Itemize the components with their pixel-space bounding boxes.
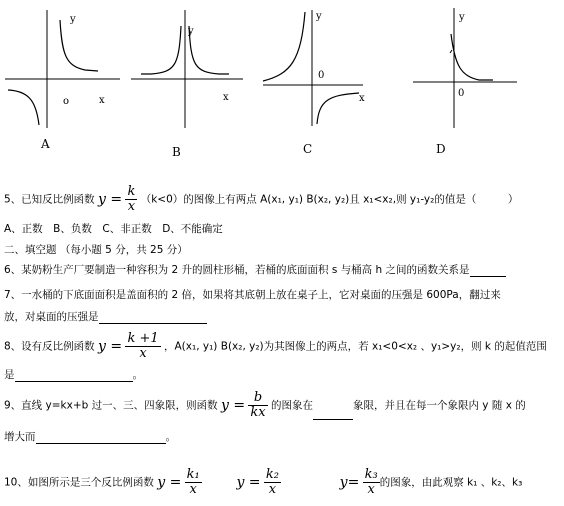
graph-c-label: C <box>303 142 313 156</box>
section-2-heading: 二、填空题 （每小题 5 分，共 25 分） <box>4 244 188 256</box>
q6-text: 6、某奶粉生产厂要制造一种容积为 2 升的圆柱形桶，若桶的底面面积 s 与桶高 h 之间的函数关系是 <box>4 264 470 276</box>
graph-d-y-label: y <box>459 12 465 23</box>
q5-numerator: k <box>127 184 136 199</box>
graph-b-x-label: x <box>223 92 229 103</box>
question-7-line-1: 7、一水桶的下底面面积是盖面积的 2 倍，如果将其底朝上放在桌子上，它对桌面的压强是 600Pa，翻过来 <box>4 289 501 301</box>
q10-f1-y-equals: y = <box>157 474 182 491</box>
q10-f3-denominator: x <box>367 482 375 497</box>
q8-line2-text: 是 <box>4 369 15 381</box>
q5-fraction <box>125 185 137 214</box>
q8-answer-blank[interactable] <box>15 369 133 382</box>
q7-answer-blank[interactable] <box>99 311 207 324</box>
q5-y-equals: y = <box>98 191 123 208</box>
q10-f2-numerator: k₂ <box>265 467 279 482</box>
graph-a-y-label: y <box>70 14 76 25</box>
graph-a-label: A <box>41 137 50 151</box>
q9-fraction <box>248 391 267 420</box>
q9-y-equals: y = <box>220 397 246 414</box>
graph-a-x-label: x <box>99 95 105 106</box>
graph-a <box>0 0 130 160</box>
question-9 <box>4 391 526 420</box>
q8-fraction <box>125 332 160 361</box>
graph-d <box>405 0 525 160</box>
graph-b-label: B <box>172 145 181 159</box>
question-10 <box>4 468 522 497</box>
question-5 <box>4 185 518 214</box>
q10-fraction-1 <box>185 468 202 497</box>
graph-a-origin-label: o <box>63 96 70 107</box>
q10-f3-numerator: k₃ <box>364 467 378 482</box>
q6-answer-blank[interactable] <box>470 264 506 277</box>
q5-suffix: （k<0）的图像上有两点 A(x₁, y₁) B(x₂, y₂)且 x₁<x₂,则 y₁-y₂的值是（ ） <box>140 193 519 206</box>
q8-denominator: x <box>139 346 147 361</box>
graph-c-origin-label: 0 <box>318 70 325 81</box>
graph-b-y-label: y <box>188 26 194 37</box>
graph-d-label: D <box>436 142 446 156</box>
q7-text: 放，对桌面的压强是 <box>4 311 99 323</box>
q10-f3-y-equals: y= <box>339 474 360 491</box>
q9-suffix: 象限，并且在每一个象限内 y 随 x 的 <box>352 399 526 412</box>
q10-fraction-2 <box>264 468 281 497</box>
q8-end: 。 <box>132 369 143 381</box>
question-8-line-2 <box>4 368 143 382</box>
q10-prefix: 10、如图所示是三个反比例函数 <box>4 476 154 489</box>
q5-options: A、正数 B、负数 C、非正数 D、不能确定 <box>4 223 223 235</box>
q9-numerator: b <box>248 391 267 406</box>
q9-line2-text: 增大而 <box>4 431 36 443</box>
question-6 <box>4 263 506 277</box>
q8-y-equals: y = <box>98 338 123 355</box>
question-9-line-2 <box>4 430 176 444</box>
q9-prefix: 9、直线 y=kx+b 过一、三、四象限，则函数 <box>4 399 218 412</box>
q5-prefix: 5、已知反比例函数 <box>4 193 95 206</box>
q10-f1-denominator: x <box>189 482 197 497</box>
q5-denominator: x <box>127 199 136 214</box>
q10-f1-numerator: k₁ <box>186 467 200 482</box>
graph-d-origin-label: 0 <box>458 88 465 99</box>
q10-suffix: 的图象，由此观察 k₁ 、k₂、k₃ <box>379 476 523 489</box>
graph-c-y-label: y <box>316 11 322 22</box>
q8-numerator: k +1 <box>127 331 159 346</box>
question-7-line-2 <box>4 310 207 324</box>
q10-fraction-3 <box>363 468 380 497</box>
q9-middle: 的图象在 <box>270 399 313 412</box>
q9-end: 。 <box>165 431 176 443</box>
q9-denominator: kx <box>250 405 266 420</box>
q10-f2-y-equals: y = <box>236 474 261 491</box>
question-8 <box>4 332 547 361</box>
q8-suffix: ，A(x₁, y₁) B(x₂, y₂)为其图像上的两点，若 x₁<0<x₂ 、y₁>y₂，则 k 的起值范围 <box>164 340 547 353</box>
graph-c <box>255 0 385 160</box>
q9-quadrant-blank[interactable] <box>313 407 353 420</box>
q8-prefix: 8、设有反比例函数 <box>4 340 95 353</box>
q9-trend-blank[interactable] <box>36 431 166 444</box>
q10-f2-denominator: x <box>268 482 277 497</box>
graph-b <box>125 0 255 160</box>
graph-c-x-label: x <box>359 93 365 104</box>
